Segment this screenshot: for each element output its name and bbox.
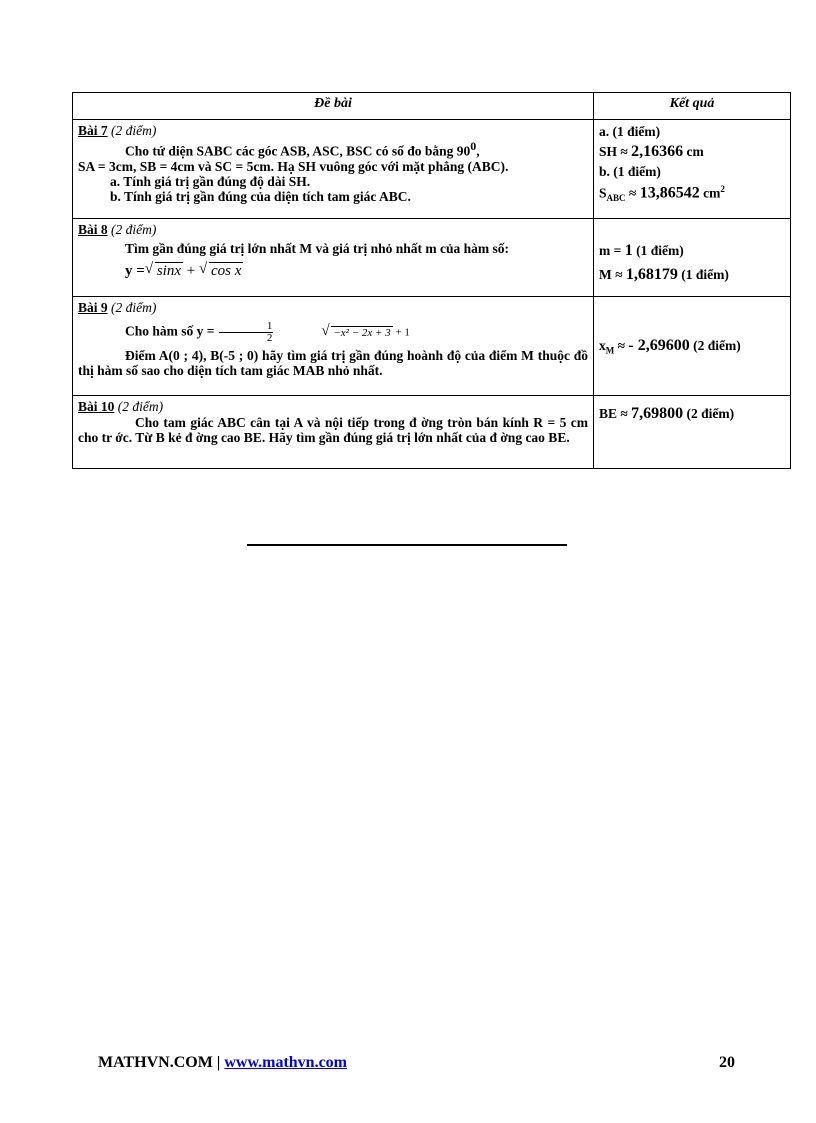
problem-points: (2 điểm) — [117, 399, 164, 414]
result-value: BE ≈ 7,69800 (2 điểm) — [599, 405, 735, 422]
problem-text: SA = 3cm, SB = 4cm và SC = 5cm. Hạ SH vuông góc với mặt phẳng (ABC). — [78, 158, 509, 174]
table-row — [73, 396, 791, 469]
problem-points: (2 điểm) — [111, 222, 157, 237]
problem-points: (2 điểm) — [111, 300, 157, 315]
problem-title — [78, 123, 588, 138]
problem-7 — [73, 120, 594, 219]
problem-title — [78, 399, 588, 414]
problem-number: Bài 10 — [78, 399, 115, 414]
result-10 — [594, 396, 791, 469]
result-9 — [594, 297, 791, 396]
footer — [98, 1054, 347, 1072]
result-label: a. (1 điểm) — [599, 124, 661, 139]
table-row — [73, 219, 791, 297]
result-8 — [594, 219, 791, 297]
table-header-row — [73, 93, 791, 120]
problem-9 — [73, 297, 594, 396]
separator-line — [247, 544, 567, 546]
formula: Cho hàm số y = $\frac{1}{2}$ √ −x² − 2x + 3 + 1 — [78, 321, 588, 344]
result-value: $x_M$ ≈ - 2,69600 (2 điểm) — [599, 336, 741, 356]
problem-text: Cho tam giác ABC cân tại A và nội tiếp trong đ ờng tròn bán kính R = 5 cm cho tr ớc. Từ B kẻ đ ờng cao BE. Hãy tìm gần đúng giá trị lớn nhất của đ ờng cao BE. — [78, 415, 588, 445]
problem-10 — [73, 396, 594, 469]
problem-text: Tìm gần đúng giá trị lớn nhất M và giá trị nhỏ nhất m của hàm số: — [125, 241, 510, 256]
problem-text: a. Tính giá trị gần đúng độ dài SH. — [110, 173, 311, 189]
header-problem: Đề bài — [73, 93, 594, 120]
footer-link[interactable]: www.mathvn.com — [224, 1054, 347, 1071]
table-row — [73, 120, 791, 219]
problem-number: Bài 7 — [78, 123, 108, 138]
result-value: m = 1 (1 điểm) — [599, 241, 684, 259]
problem-text: Cho tứ diện SABC các góc ASB, ASC, BSC có số đo bằng $90^0$, — [125, 139, 480, 159]
problem-title — [78, 222, 588, 237]
formula: y =√ sinx + √ cos x — [78, 264, 588, 279]
table-row — [73, 297, 791, 396]
problem-points: (2 điểm) — [111, 123, 157, 138]
problem-text: Điểm A(0 ; 4), B(-5 ; 0) hãy tìm giá trị gần đúng hoành độ của điểm M thuộc đồ thị hàm số sao cho diện tích tam giác MAB nhỏ nhất. — [78, 348, 588, 378]
result-value: $S_{ABC} \approx 13,86542$ $cm^2$ — [599, 184, 725, 204]
problem-text: b. Tính giá trị gần đúng của diện tích tam giác ABC. — [110, 188, 411, 204]
problem-number: Bài 8 — [78, 222, 108, 237]
problem-8 — [73, 219, 594, 297]
result-value: SH ≈ 2,16366 cm — [599, 143, 704, 160]
problem-number: Bài 9 — [78, 300, 108, 315]
exercise-table — [72, 92, 791, 469]
problem-title — [78, 300, 588, 315]
result-7 — [594, 120, 791, 219]
footer-site: MATHVN.COM | — [98, 1054, 225, 1071]
result-value: M ≈ 1,68179 (1 điểm) — [599, 265, 729, 283]
header-result: Kết quả — [594, 93, 791, 120]
page-number: 20 — [719, 1054, 735, 1071]
result-label: b. (1 điểm) — [599, 164, 661, 179]
